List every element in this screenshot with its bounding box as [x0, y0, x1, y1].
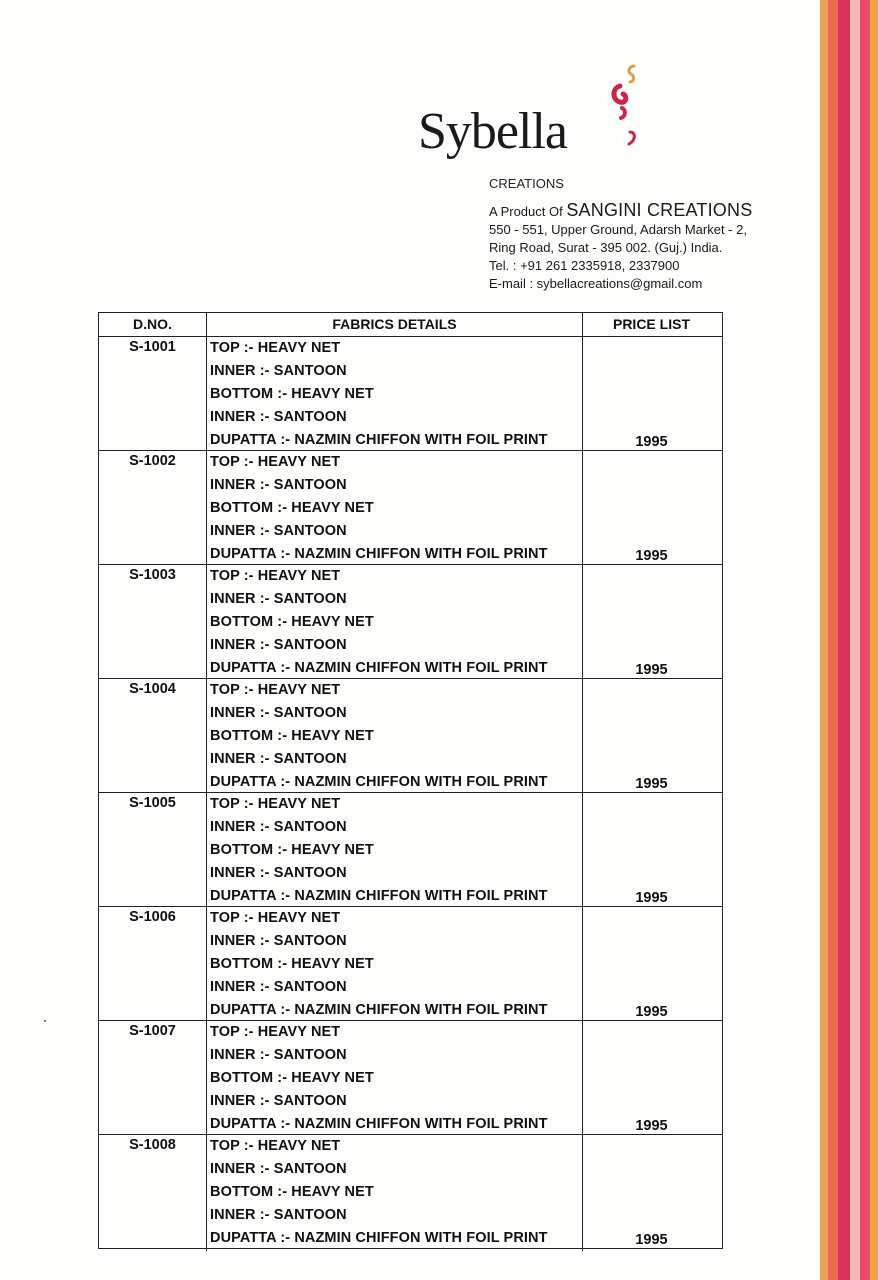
fabric-details	[207, 565, 583, 681]
detail-top: TOP :- HEAVY NET	[210, 454, 341, 470]
price-cell	[583, 337, 720, 453]
detail-dupatta: DUPATTA :- NAZMIN CHIFFON WITH FOIL PRINT	[210, 660, 548, 676]
brand-logo	[418, 60, 658, 195]
company-phone: Tel. : +91 261 2335918, 2337900	[489, 258, 680, 273]
detail-bottom: BOTTOM :- HEAVY NET	[210, 614, 374, 630]
design-number: S-1003	[99, 565, 207, 681]
detail-top: TOP :- HEAVY NET	[210, 1138, 341, 1154]
stripe	[828, 0, 838, 1280]
detail-inner: INNER :- SANTOON	[210, 705, 347, 721]
detail-inner: INNER :- SANTOON	[210, 591, 347, 607]
detail-inner: INNER :- SANTOON	[210, 1047, 347, 1063]
design-number: S-1004	[99, 679, 207, 795]
price-value: 1995	[635, 548, 668, 564]
stripe	[870, 0, 878, 1280]
table-row	[99, 679, 722, 793]
design-number: S-1006	[99, 907, 207, 1023]
price-value: 1995	[635, 776, 668, 792]
detail-inner: INNER :- SANTOON	[210, 751, 347, 767]
company-info	[489, 201, 752, 293]
detail-bottom: BOTTOM :- HEAVY NET	[210, 728, 374, 744]
detail-top: TOP :- HEAVY NET	[210, 682, 341, 698]
price-cell	[583, 679, 720, 795]
company-address-1: 550 - 551, Upper Ground, Adarsh Market - 2,	[489, 222, 747, 237]
price-value: 1995	[635, 662, 668, 678]
fabric-details	[207, 1021, 583, 1137]
fabric-details	[207, 1135, 583, 1251]
detail-bottom: BOTTOM :- HEAVY NET	[210, 1184, 374, 1200]
detail-inner: INNER :- SANTOON	[210, 409, 347, 425]
stripe	[838, 0, 850, 1280]
detail-dupatta: DUPATTA :- NAZMIN CHIFFON WITH FOIL PRINT	[210, 432, 548, 448]
stripe	[820, 0, 828, 1280]
detail-top: TOP :- HEAVY NET	[210, 1024, 341, 1040]
detail-inner: INNER :- SANTOON	[210, 523, 347, 539]
price-list-table	[98, 312, 723, 1249]
speck	[44, 1020, 46, 1022]
detail-inner: INNER :- SANTOON	[210, 1161, 347, 1177]
table-row	[99, 337, 722, 451]
table-row	[99, 907, 722, 1021]
detail-dupatta: DUPATTA :- NAZMIN CHIFFON WITH FOIL PRINT	[210, 1002, 548, 1018]
price-cell	[583, 1021, 720, 1137]
detail-bottom: BOTTOM :- HEAVY NET	[210, 956, 374, 972]
detail-dupatta: DUPATTA :- NAZMIN CHIFFON WITH FOIL PRINT	[210, 1116, 548, 1132]
detail-dupatta: DUPATTA :- NAZMIN CHIFFON WITH FOIL PRINT	[210, 546, 548, 562]
price-value: 1995	[635, 890, 668, 906]
detail-inner: INNER :- SANTOON	[210, 637, 347, 653]
fabric-details	[207, 337, 583, 453]
brand-subtitle: CREATIONS	[489, 176, 564, 191]
detail-inner: INNER :- SANTOON	[210, 865, 347, 881]
stripe	[850, 0, 860, 1280]
design-number: S-1002	[99, 451, 207, 567]
detail-dupatta: DUPATTA :- NAZMIN CHIFFON WITH FOIL PRINT	[210, 1230, 548, 1246]
header-dno: D.NO.	[99, 313, 207, 336]
company-address-2: Ring Road, Surat - 395 002. (Guj.) India.	[489, 240, 723, 255]
price-value: 1995	[635, 1004, 668, 1020]
company-name: SANGINI CREATIONS	[566, 200, 753, 220]
design-number: S-1001	[99, 337, 207, 453]
detail-bottom: BOTTOM :- HEAVY NET	[210, 1070, 374, 1086]
price-cell	[583, 1135, 720, 1251]
detail-inner: INNER :- SANTOON	[210, 819, 347, 835]
table-row	[99, 565, 722, 679]
table-body	[99, 337, 722, 1248]
design-number: S-1008	[99, 1135, 207, 1251]
detail-inner: INNER :- SANTOON	[210, 477, 347, 493]
table-row	[99, 451, 722, 565]
detail-top: TOP :- HEAVY NET	[210, 910, 341, 926]
detail-inner: INNER :- SANTOON	[210, 1207, 347, 1223]
stripe	[860, 0, 870, 1280]
detail-inner: INNER :- SANTOON	[210, 933, 347, 949]
detail-inner: INNER :- SANTOON	[210, 979, 347, 995]
detail-bottom: BOTTOM :- HEAVY NET	[210, 500, 374, 516]
detail-bottom: BOTTOM :- HEAVY NET	[210, 386, 374, 402]
header-price-list: PRICE LIST	[612, 316, 690, 332]
table-row	[99, 1135, 722, 1248]
table-row	[99, 793, 722, 907]
fabric-details	[207, 793, 583, 909]
brand-name: Sybella	[418, 103, 567, 160]
table-row	[99, 1021, 722, 1135]
detail-inner: INNER :- SANTOON	[210, 1093, 347, 1109]
price-cell	[583, 793, 720, 909]
detail-top: TOP :- HEAVY NET	[210, 796, 341, 812]
price-value: 1995	[635, 1118, 668, 1134]
product-prefix: A Product Of	[489, 204, 563, 219]
design-number: S-1005	[99, 793, 207, 909]
decorative-side-stripes	[820, 0, 878, 1280]
price-value: 1995	[635, 434, 668, 450]
detail-dupatta: DUPATTA :- NAZMIN CHIFFON WITH FOIL PRINT	[210, 774, 548, 790]
detail-bottom: BOTTOM :- HEAVY NET	[210, 842, 374, 858]
price-value: 1995	[635, 1232, 668, 1248]
detail-top: TOP :- HEAVY NET	[210, 340, 341, 356]
design-number: S-1007	[99, 1021, 207, 1137]
price-cell	[583, 451, 720, 567]
table-header	[99, 313, 722, 337]
price-cell	[583, 907, 720, 1023]
header-fabrics-details: FABRICS DETAILS	[207, 313, 583, 336]
company-product-line	[489, 201, 752, 221]
detail-inner: INNER :- SANTOON	[210, 363, 347, 379]
detail-top: TOP :- HEAVY NET	[210, 568, 341, 584]
fabric-details	[207, 679, 583, 795]
fabric-details	[207, 907, 583, 1023]
swirl-icon	[610, 60, 650, 150]
company-email: E-mail : sybellacreations@gmail.com	[489, 276, 703, 291]
price-cell	[583, 565, 720, 681]
detail-dupatta: DUPATTA :- NAZMIN CHIFFON WITH FOIL PRINT	[210, 888, 548, 904]
fabric-details	[207, 451, 583, 567]
